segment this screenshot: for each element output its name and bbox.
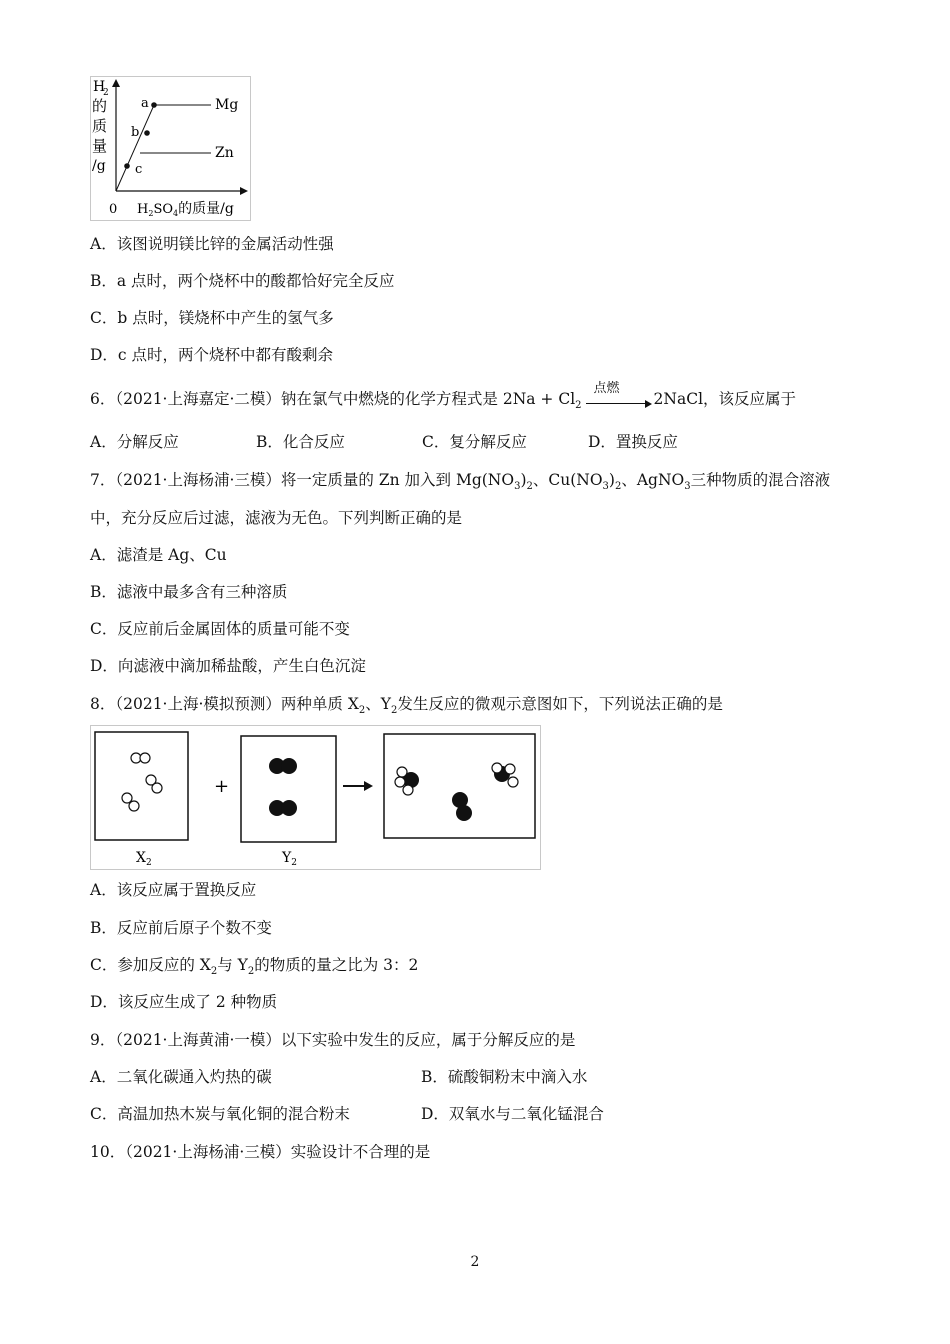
y-label-1: 的 (92, 97, 108, 115)
q6-option-c: C．复分解反应 (422, 433, 527, 451)
x2-label: $X_2$ (136, 850, 152, 868)
x-label-text: 的质量/g (178, 201, 234, 217)
q6-stem (90, 381, 797, 411)
point-c-label: c (135, 162, 143, 177)
q8-c2: 与 Y (217, 956, 248, 974)
q9-option-c: C．高温加热木炭与氧化铜的混合粉末 (90, 1105, 350, 1123)
q7-sub5: 3 (684, 481, 691, 492)
metal-acid-graph (90, 76, 251, 221)
x-label-sub1: 2 (148, 209, 154, 218)
q8-csub2: 2 (247, 966, 255, 977)
q8-option-d: D．该反应生成了 2 种物质 (90, 993, 278, 1011)
q7-option-a: A．滤渣是 Ag、Cu (90, 546, 227, 564)
reaction-arrow (582, 381, 654, 409)
q7-s2: ) (520, 471, 527, 489)
x-atom (129, 801, 139, 811)
x-axis-arrow (240, 187, 248, 195)
reaction-svg (91, 726, 540, 869)
q6-option-b: B．化合反应 (256, 433, 345, 451)
x-label-so: SO (153, 202, 174, 217)
q5-option-b: B．a 点时，两个烧杯中的酸都恰好完全反应 (90, 272, 395, 290)
graph-svg (91, 77, 250, 220)
q7-sub1: 3 (514, 481, 521, 492)
q8-c1: C．参加反应的 X (90, 956, 211, 974)
q7-s6: 三种物质的混合溶液 (690, 471, 831, 489)
q7-sub2: 2 (526, 481, 533, 492)
q6-options (90, 432, 678, 452)
q7-s4: ) (608, 471, 615, 489)
q6-option-a: A．分解反应 (90, 433, 179, 451)
x-atom (492, 763, 502, 773)
y-label-unit: /g (92, 158, 106, 174)
point-b-label: b (131, 125, 140, 140)
x-axis-label (137, 201, 234, 218)
q8-c3: 的物质的量之比为 3：2 (254, 956, 419, 974)
q5-option-c: C．b 点时，镁烧杯中产生的氢气多 (90, 309, 334, 327)
point-a (151, 102, 157, 108)
q8-stem (90, 694, 723, 714)
q5-option-d: D．c 点时，两个烧杯中都有酸剩余 (90, 346, 334, 364)
point-a-label: a (141, 96, 149, 111)
y-atom (281, 758, 297, 774)
q7-s3: 、Cu(NO (532, 471, 603, 489)
q6-sub: 2 (575, 400, 582, 411)
q8-sub2: 2 (390, 705, 398, 716)
point-b (144, 130, 150, 136)
q9-option-d: D．双氧水与二氧化锰混合 (421, 1105, 604, 1123)
q7-stem (90, 470, 830, 490)
y-axis-arrow (112, 79, 120, 87)
q9-options-row1 (90, 1067, 587, 1087)
x-atom (403, 785, 413, 795)
y2-box (241, 736, 336, 842)
q7-sub3: 3 (602, 481, 609, 492)
x-atom (395, 777, 405, 787)
x-atom (505, 764, 515, 774)
q8-option-b: B．反应前后原子个数不变 (90, 919, 272, 937)
q6-stem-b: 2NaCl，该反应属于 (653, 390, 797, 408)
y-label-2: 质 (92, 117, 108, 135)
q8-csub1: 2 (210, 966, 218, 977)
q5-option-a: A．该图说明镁比锌的金属活动性强 (90, 235, 334, 253)
x-atom (397, 767, 407, 777)
q9-option-b: B．硫酸铜粉末中滴入水 (421, 1068, 588, 1086)
y-atom (281, 800, 297, 816)
q7-s5: 、AgNO (621, 471, 685, 489)
series-zn-label: Zn (215, 145, 234, 161)
q6-stem-a: 6．（2021·上海嘉定·二模）钠在氯气中燃烧的化学方程式是 2Na + Cl (90, 390, 576, 408)
y2-label: $Y_2$ (282, 850, 297, 868)
y-label-h: H (93, 79, 106, 95)
point-c (124, 163, 130, 169)
reaction-arrow-head (364, 781, 373, 791)
y-atom (456, 805, 472, 821)
x-atom (140, 753, 150, 763)
page-number: 2 (470, 1254, 480, 1270)
x2-box (95, 732, 188, 840)
q8-s1: 8．（2021·上海·模拟预测）两种单质 X (90, 695, 359, 713)
arrow-label: 点燃 (593, 381, 620, 396)
q7-sub4: 2 (614, 481, 622, 492)
x-atom (152, 783, 162, 793)
q7-option-c: C．反应前后金属固体的质量可能不变 (90, 620, 350, 638)
q8-option-a: A．该反应属于置换反应 (90, 881, 257, 899)
q7-option-d: D．向滤液中滴加稀盐酸，产生白色沉淀 (90, 657, 366, 675)
q6-option-d: D．置换反应 (588, 433, 678, 451)
q8-option-c (90, 955, 418, 975)
mg-line (116, 105, 211, 191)
y-label-3: 量 (92, 137, 108, 155)
plus-sign: + (214, 776, 230, 797)
q7-s1: 7．（2021·上海杨浦·三模）将一定质量的 Zn 加入到 Mg(NO (90, 471, 515, 489)
x-label-sub2: 4 (173, 209, 179, 218)
x-atom (508, 777, 518, 787)
reaction-diagram (90, 725, 541, 870)
q8-s2: 、Y (365, 695, 391, 713)
q10-stem: 10．（2021·上海杨浦·三模）实验设计不合理的是 (90, 1143, 431, 1161)
q8-s3: 发生反应的微观示意图如下，下列说法正确的是 (397, 695, 723, 713)
q9-stem: 9．（2021·上海黄浦·一模）以下实验中发生的反应，属于分解反应的是 (90, 1031, 576, 1049)
q9-options-row2 (90, 1104, 604, 1124)
series-mg-label: Mg (215, 97, 239, 113)
x-atom (122, 793, 132, 803)
y-label-sub: 2 (103, 88, 109, 98)
q8-sub1: 2 (358, 705, 366, 716)
q7-option-b: B．滤液中最多含有三种溶质 (90, 583, 288, 601)
q9-option-a: A．二氧化碳通入灼热的碳 (90, 1068, 272, 1086)
origin-label: 0 (109, 202, 118, 217)
x-label-h: H (137, 202, 149, 217)
q7-stem-line2: 中，充分反应后过滤，滤液为无色。下列判断正确的是 (90, 509, 463, 527)
